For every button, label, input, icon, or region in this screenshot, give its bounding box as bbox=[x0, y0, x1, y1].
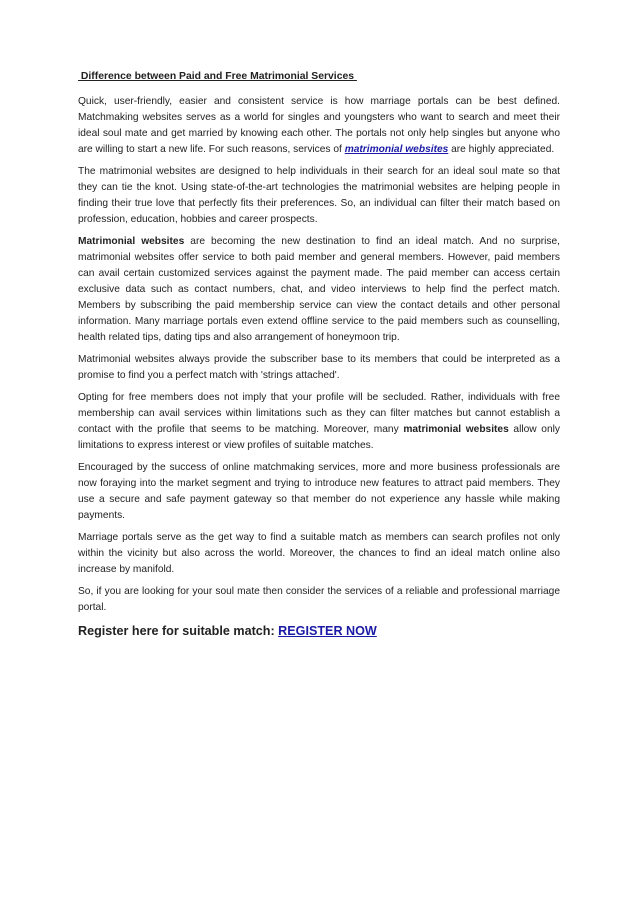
paragraph-paid-members bbox=[78, 234, 560, 346]
register-cta bbox=[78, 622, 560, 640]
paragraph-portals: Marriage portals serve as the get way to find a suitable match as members can search profiles not only within the vicinity but also across the world. Moreover, the chances to find an ideal match online also increase by manifold. bbox=[78, 532, 560, 575]
matrimonial-websites-link[interactable]: matrimonial websites bbox=[344, 144, 449, 155]
paragraph-subscriber-base: Matrimonial websites always provide the subscriber base to its members that could be interpreted as a promise to find you a perfect match with 'strings attached'. bbox=[78, 354, 560, 381]
paragraph-paid-members-text: are becoming the new destination to find an ideal match. And no surprise, matrimonial websites offer service to both paid member and general members. However, paid members can avail certain customized services against the payment made. The paid member can access certain exclusive data such as contact numbers, chat, and video interviews to help find the perfect match. Members by subscribing the paid membership service can view the contact details and other personal information. Many marriage portals even extend offline service to the paid members such as counselling, health related tips, dating tips and also arrangement of honeymoon trip. bbox=[78, 236, 560, 343]
paragraph-free-members-tail: allow only limitations to express interest or view profiles of suitable matches. bbox=[78, 424, 560, 451]
register-cta-label: Register here for suitable match: bbox=[78, 624, 279, 638]
paragraph-free-members-text: Opting for free members does not imply that your profile will be secluded. Rather, individuals with free membership can avail services within limitations such as they can filter matches but cannot establish a contact with the profile that seems to be matching. Moreover, many bbox=[78, 392, 560, 435]
paragraph-intro-tail: are highly appreciated. bbox=[448, 144, 555, 155]
paragraph-conclusion: So, if you are looking for your soul mate then consider the services of a reliable and professional marriage portal. bbox=[78, 586, 560, 613]
paragraph-business: Encouraged by the success of online matchmaking services, more and more business professionals are now foraying into the market segment and trying to introduce new features to attract paid members. They use a secure and safe payment gateway so that member do not experience any hassle while making payments. bbox=[78, 462, 560, 521]
paragraph-free-members-bold: matrimonial websites bbox=[403, 424, 509, 435]
paragraph-intro-text: Quick, user-friendly, easier and consistent service is how marriage portals can be best defined. Matchmaking websites serves as a world for singles and youngsters who want to search and meet their ideal soul mate and get married by knowing each other. The portals not only help singles but anyone who are willing to start a new life. For such reasons, services of bbox=[78, 96, 560, 155]
paragraph-paid-members-lead: Matrimonial websites bbox=[78, 236, 185, 247]
document-page bbox=[78, 70, 560, 640]
paragraph-intro bbox=[78, 94, 560, 158]
register-now-link[interactable]: REGISTER NOW bbox=[278, 624, 377, 638]
document-title: Difference between Paid and Free Matrimonial Services bbox=[78, 71, 357, 82]
paragraph-free-members bbox=[78, 390, 560, 454]
paragraph-purpose: The matrimonial websites are designed to help individuals in their search for an ideal soul mate so that they can tie the knot. Using state-of-the-art technologies the matrimonial websites are helping people in finding their true love that perfectly fits their preferences. So, an individual can filter their match based on profession, education, hobbies and career prospects. bbox=[78, 166, 560, 225]
